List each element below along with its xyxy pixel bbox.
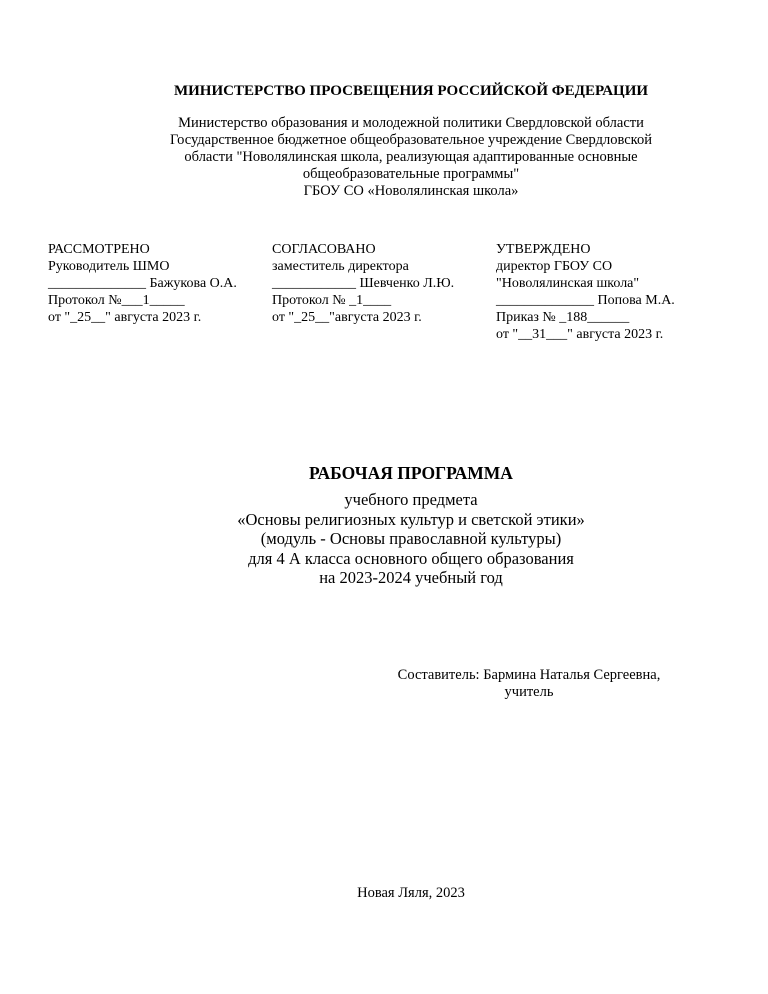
reviewed-signature: ______________ Бажукова О.А. xyxy=(48,276,237,291)
approved-role: директор ГБОУ СО xyxy=(496,259,613,274)
agreed-heading: СОГЛАСОВАНО xyxy=(272,242,376,257)
ministry-heading: МИНИСТЕРСТВО ПРОСВЕЩЕНИЯ РОССИЙСКОЙ ФЕДЕРАЦИИ xyxy=(173,83,649,99)
organization-block xyxy=(0,115,768,200)
author-name: Составитель: Бармина Наталья Сергеевна, xyxy=(397,667,661,683)
approved-block xyxy=(496,241,675,343)
agreed-protocol: Протокол № _1____ xyxy=(272,293,392,308)
org-line: ГБОУ СО «Новолялинская школа» xyxy=(303,183,519,199)
approved-date: от "__31___" августа 2023 г. xyxy=(496,327,664,342)
reviewed-heading: РАССМОТРЕНО xyxy=(48,242,150,257)
approved-order: Приказ № _188______ xyxy=(496,310,630,325)
agreed-signature: ____________ Шевченко Л.Ю. xyxy=(272,276,455,291)
subject-line: учебного предмета xyxy=(344,490,478,509)
author-position: учитель xyxy=(504,684,554,700)
approved-heading: УТВЕРЖДЕНО xyxy=(496,242,591,257)
approved-signature: ______________ Попова М.А. xyxy=(496,293,675,308)
program-subject xyxy=(0,490,768,588)
org-line: Министерство образования и молодежной политики Свердловской области xyxy=(178,115,644,131)
reviewed-block xyxy=(48,241,237,326)
subject-line: на 2023-2024 учебный год xyxy=(319,568,503,587)
reviewed-date: от "_25__" августа 2023 г. xyxy=(48,310,202,325)
org-line: Государственное бюджетное общеобразовательное учреждение Свердловской xyxy=(169,132,652,148)
agreed-block xyxy=(272,241,454,326)
reviewed-protocol: Протокол №___1_____ xyxy=(48,293,185,308)
subject-line: (модуль - Основы православной культуры) xyxy=(260,529,562,548)
agreed-date: от "_25__"августа 2023 г. xyxy=(272,310,422,325)
approved-school: "Новолялинская школа" xyxy=(496,276,640,291)
org-line: области "Новолялинская школа, реализующая адаптированные основные xyxy=(184,149,638,165)
author-block xyxy=(370,667,688,701)
subject-line: «Основы религиозных культур и светской этики» xyxy=(237,509,585,529)
reviewed-role: Руководитель ШМО xyxy=(48,259,170,274)
place-year: Новая Ляля, 2023 xyxy=(357,885,465,901)
subject-line: для 4 А класса основного общего образования xyxy=(248,548,574,568)
program-title: РАБОЧАЯ ПРОГРАММА xyxy=(309,463,513,483)
agreed-role: заместитель директора xyxy=(272,259,409,274)
org-line: общеобразовательные программы" xyxy=(302,166,520,182)
